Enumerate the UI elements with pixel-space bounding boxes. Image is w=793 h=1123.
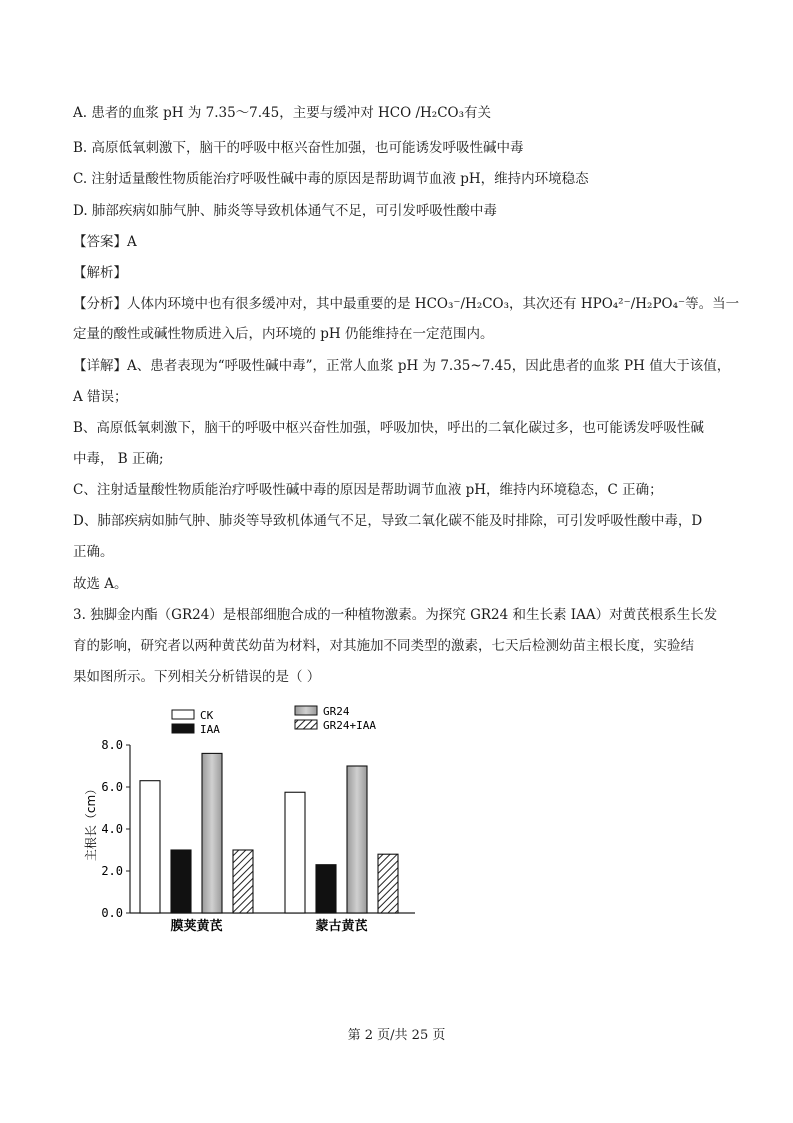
xiangjie-line-a1 xyxy=(73,356,730,376)
xiangjie-line-d2: 正确。 xyxy=(73,544,114,560)
bar-gr24-iaa-0 xyxy=(233,850,253,913)
bar-chart xyxy=(80,697,440,947)
legend-label: GR24 xyxy=(323,705,350,718)
bar-ck-1 xyxy=(285,792,305,913)
chart-legend xyxy=(172,705,376,736)
page-footer: 第 2 页/共 25 页 xyxy=(347,1028,446,1043)
xiangjie-line-c1: C、注射适量酸性物质能治疗呼吸性碱中毒的原因是帮助调节血液 pH，维持内环境稳态，C 正确； xyxy=(73,482,663,498)
fenxi-line-2: 定量的酸性或碱性物质进入后，内环境的 pH 仍能维持在一定范围内。 xyxy=(73,326,494,342)
bars xyxy=(140,753,398,913)
xiangjie-text-a1: A、患者表现为“呼吸性碱中毒”，正常人血浆 pH 为 7.35~7.45，因此患者的血浆 PH 值大于该值， xyxy=(127,358,731,374)
xiangjie-tag: 【详解】 xyxy=(73,358,127,374)
legend-label: IAA xyxy=(200,723,220,736)
question-3-line-3: 果如图所示。下列相关分析错误的是（ ） xyxy=(73,669,321,685)
option-q2-b: B. 高原低氧刺激下，脑干的呼吸中枢兴奋性加强，也可能诱发呼吸性碱中毒 xyxy=(73,140,524,156)
option-q2-a: A. 患者的血浆 pH 为 7.35～7.45，主要与缓冲对 HCO /H₂CO₃有关 xyxy=(73,105,492,121)
bar-gr24-1 xyxy=(347,766,367,913)
x-category-label: 蒙古黄芪 xyxy=(315,919,368,934)
legend-swatch xyxy=(295,720,317,729)
bar-iaa-0 xyxy=(171,850,191,913)
bar-gr24-0 xyxy=(202,753,222,913)
option-q2-d: D. 肺部疾病如肺气肿、肺炎等导致机体通气不足，可引发呼吸性酸中毒 xyxy=(73,203,497,219)
fenxi-line-1 xyxy=(73,294,739,314)
conclusion-line: 故选 A。 xyxy=(73,576,128,592)
y-tick-label: 8.0 xyxy=(101,738,123,752)
answer-line xyxy=(73,232,137,252)
option-q2-c: C. 注射适量酸性物质能治疗呼吸性碱中毒的原因是帮助调节血液 pH，维持内环境稳态 xyxy=(73,171,589,187)
answer-tag: 【答案】 xyxy=(73,234,127,250)
y-tick-label: 6.0 xyxy=(101,780,123,794)
y-tick-label: 2.0 xyxy=(101,864,123,878)
bar-gr24-iaa-1 xyxy=(378,854,398,913)
xiangjie-line-b2: 中毒， B 正确; xyxy=(73,451,164,467)
x-axis xyxy=(170,918,367,934)
legend-swatch xyxy=(172,724,194,733)
question-3-line-1: 3. 独脚金内酯（GR24）是根部细胞合成的一种植物激素。为探究 GR24 和生长素 IAA）对黄芪根系生长发 xyxy=(73,607,718,623)
bar-iaa-1 xyxy=(316,865,336,913)
legend-swatch xyxy=(295,706,317,715)
xiangjie-line-a2: A 错误； xyxy=(73,389,128,405)
y-tick-label: 0.0 xyxy=(101,906,123,920)
y-tick-label: 4.0 xyxy=(101,822,123,836)
bar-ck-0 xyxy=(140,781,160,913)
xiangjie-line-b1: B、高原低氧刺激下，脑干的呼吸中枢兴奋性加强，呼吸加快，呼出的二氧化碳过多，也可能诱发呼吸性碱 xyxy=(73,420,704,436)
legend-label: CK xyxy=(200,709,214,722)
legend-swatch xyxy=(172,710,194,719)
fenxi-tag: 【分析】 xyxy=(73,296,127,312)
y-axis-label: 主根长（cm） xyxy=(84,782,98,862)
question-3-line-2: 育的影响，研究者以两种黄芪幼苗为材料，对其施加不同类型的激素，七天后检测幼苗主根长度，实验结 xyxy=(73,638,694,654)
x-category-label: 膜荚黄芪 xyxy=(170,919,223,934)
legend-label: GR24+IAA xyxy=(323,719,376,732)
xiangjie-line-d1: D、肺部疾病如肺气肿、肺炎等导致机体通气不足，导致二氧化碳不能及时排除，可引发呼吸性酸中毒，D xyxy=(73,513,703,529)
answer-value: A xyxy=(127,234,137,250)
analysis-header: 【解析】 xyxy=(73,265,127,281)
fenxi-text-1: 人体内环境中也有很多缓冲对，其中最重要的是 HCO₃⁻/H₂CO₃，其次还有 HPO₄²⁻/H₂PO₄⁻等。当一 xyxy=(127,296,740,312)
